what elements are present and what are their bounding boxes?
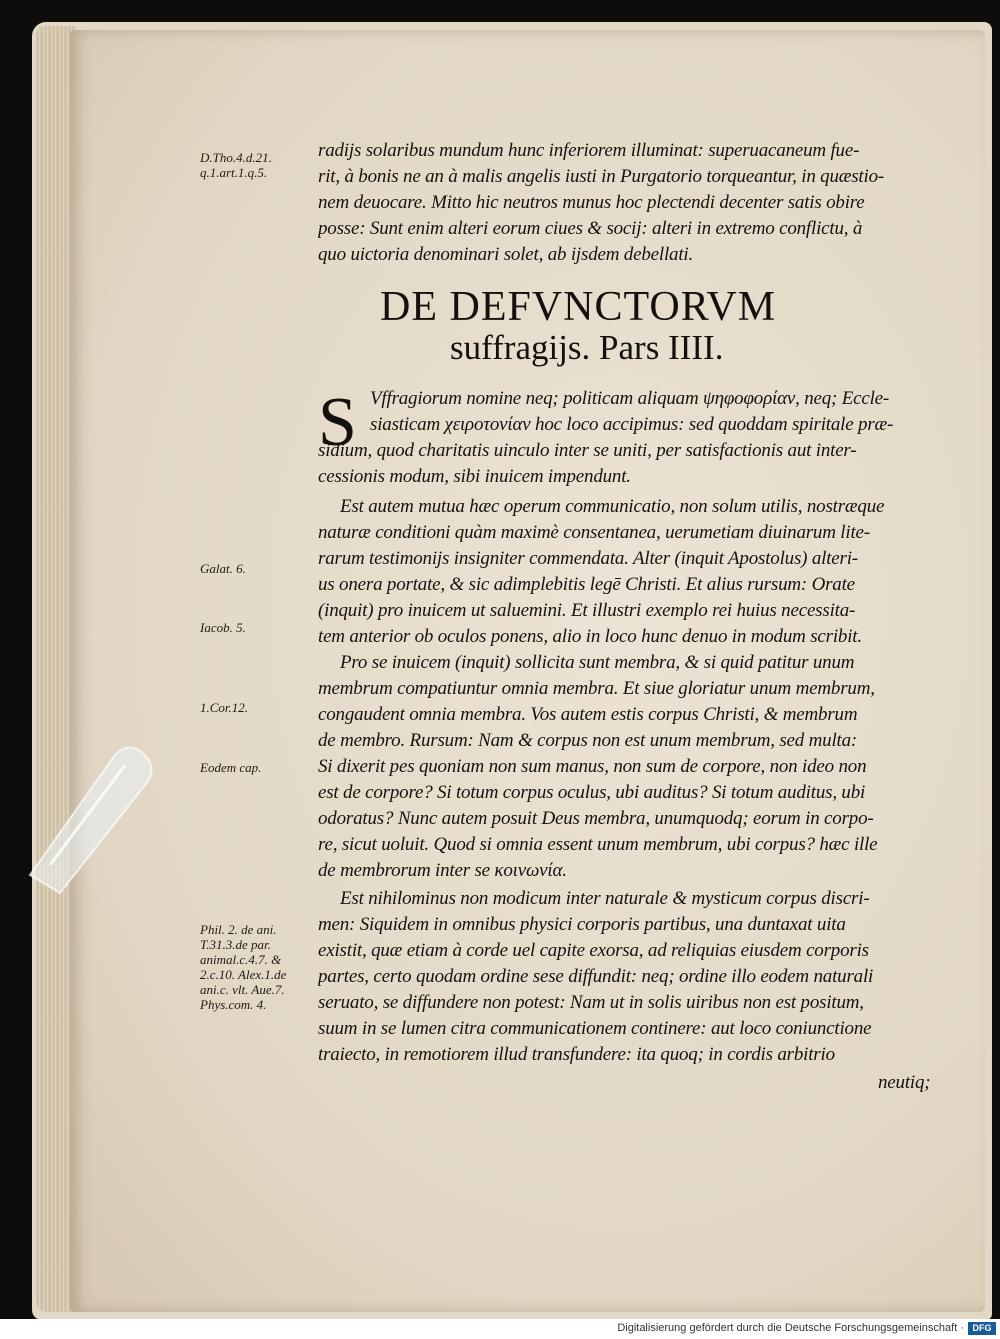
section-heading: DE DEFVNCTORVM [380, 284, 777, 330]
text-line: traiecto, in remotiorem illud transfundere: ita quoq; in cordis arbitrio [318, 1044, 835, 1065]
text-line: posse: Sunt enim alteri eorum ciues & socij: alteri in extremo conflictu, à [318, 218, 863, 239]
text-line: Pro se inuicem (inquit) sollicita sunt membra, & si quid patitur unum [340, 652, 855, 673]
margin-note: Galat. 6. [200, 561, 246, 576]
margin-note: Eodem cap. [200, 760, 262, 775]
footer-credit: Digitalisierung gefördert durch die Deutsche Forschungsgemeinschaft · [617, 1322, 964, 1334]
margin-note: 1.Cor.12. [200, 700, 249, 715]
text-line: rit, à bonis ne an à malis angelis iusti in Purgatorio torqueantur, in quæstio- [318, 166, 885, 187]
text-line: (inquit) pro inuicem ut saluemini. Et illustri exemplo rei huius necessita- [318, 600, 856, 621]
text-line: est de corpore? Si totum corpus oculus, ubi auditus? Si totum auditus, ubi [318, 782, 866, 803]
section-subheading: suffragijs. Pars IIII. [450, 328, 724, 367]
margin-note: Phil. 2. de ani. T.31.3.de par. animal.c.4.7. & 2.c.10. Alex.1.de ani.c. vlt. Aue.7. Phys.com. 4. [200, 922, 287, 1012]
text-line: partes, certo quodam ordine sese diffundit: neq; ordine illo eodem naturali [318, 966, 874, 987]
text-line: suum in se lumen citra communicationem continere: aut loco coniunctione [318, 1018, 872, 1039]
text-line: naturæ conditioni quàm maximè consentanea, uerumetiam diuinarum lite- [318, 522, 870, 543]
text-line: existit, quæ etiam à corde uel capite exorsa, ad reliquias eiusdem corporis [318, 940, 869, 961]
text-line: us onera portate, & sic adimplebitis legē Christi. Et alius rursum: Orate [318, 574, 855, 595]
text-line: odoratus? Nunc autem posuit Deus membra, unumquodq; eorum in corpo- [318, 808, 874, 829]
text-line: re, sicut uoluit. Quod si omnia essent unum membrum, ubi corpus? hæc ille [318, 834, 878, 855]
text-line: nem deuocare. Mitto hic neutros munus hoc plectendi decenter satis obire [318, 192, 865, 213]
text-line: de membrorum inter se κοινωνία. [318, 860, 567, 881]
text-line: quo uictoria denominari solet, ab ijsdem debellati. [318, 244, 694, 265]
text-line: sidium, quod charitatis uinculo inter se uniti, per satisfactionis aut inter- [318, 440, 857, 461]
text-line: Vffragiorum nomine neq; politicam aliquam ψηφοφορίαν, neq; Eccle- [370, 388, 890, 409]
text-line: Est autem mutua hæc operum communicatio, non solum utilis, nostræque [340, 496, 885, 517]
text-line: congaudent omnia membra. Vos autem estis corpus Christi, & membrum [318, 704, 858, 725]
text-line: siasticam χειροτονίαν hoc loco accipimus: sed quoddam spiritale præ- [370, 414, 894, 435]
margin-note: D.Tho.4.d.21. q.1.art.1.q.5. [200, 150, 272, 180]
margin-note: Iacob. 5. [200, 620, 246, 635]
text-line: radijs solaribus mundum hunc inferiorem illuminat: superuacaneum fue- [318, 140, 860, 161]
text-line: seruato, se diffundere non potest: Nam ut in solis uiribus non est positum, [318, 992, 864, 1013]
catchword: neutiq; [878, 1072, 931, 1093]
drop-cap: S [318, 384, 357, 461]
page-clip-icon [20, 745, 160, 895]
text-line: Si dixerit pes quoniam non sum manus, non sum de corpore, non ideo non [318, 756, 867, 777]
text-line: Est nihilominus non modicum inter naturale & mysticum corpus discri- [340, 888, 870, 909]
text-line: cessionis modum, sibi inuicem impendunt. [318, 466, 631, 487]
dfg-logo-icon: DFG [968, 1322, 996, 1335]
text-line: membrum compatiuntur omnia membra. Et siue gloriatur unum membrum, [318, 678, 875, 699]
text-line: men: Siquidem in omnibus physici corporis partibus, una duntaxat uita [318, 914, 846, 935]
text-line: tem anterior ob oculos ponens, alio in loco hunc denuo in modum scribit. [318, 626, 862, 647]
footer-bar [0, 1319, 1000, 1339]
text-line: rarum testimonijs insigniter commendata. Alter (inquit Apostolus) alteri- [318, 548, 858, 569]
text-line: de membro. Rursum: Nam & corpus non est unum membrum, sed multa: [318, 730, 858, 751]
